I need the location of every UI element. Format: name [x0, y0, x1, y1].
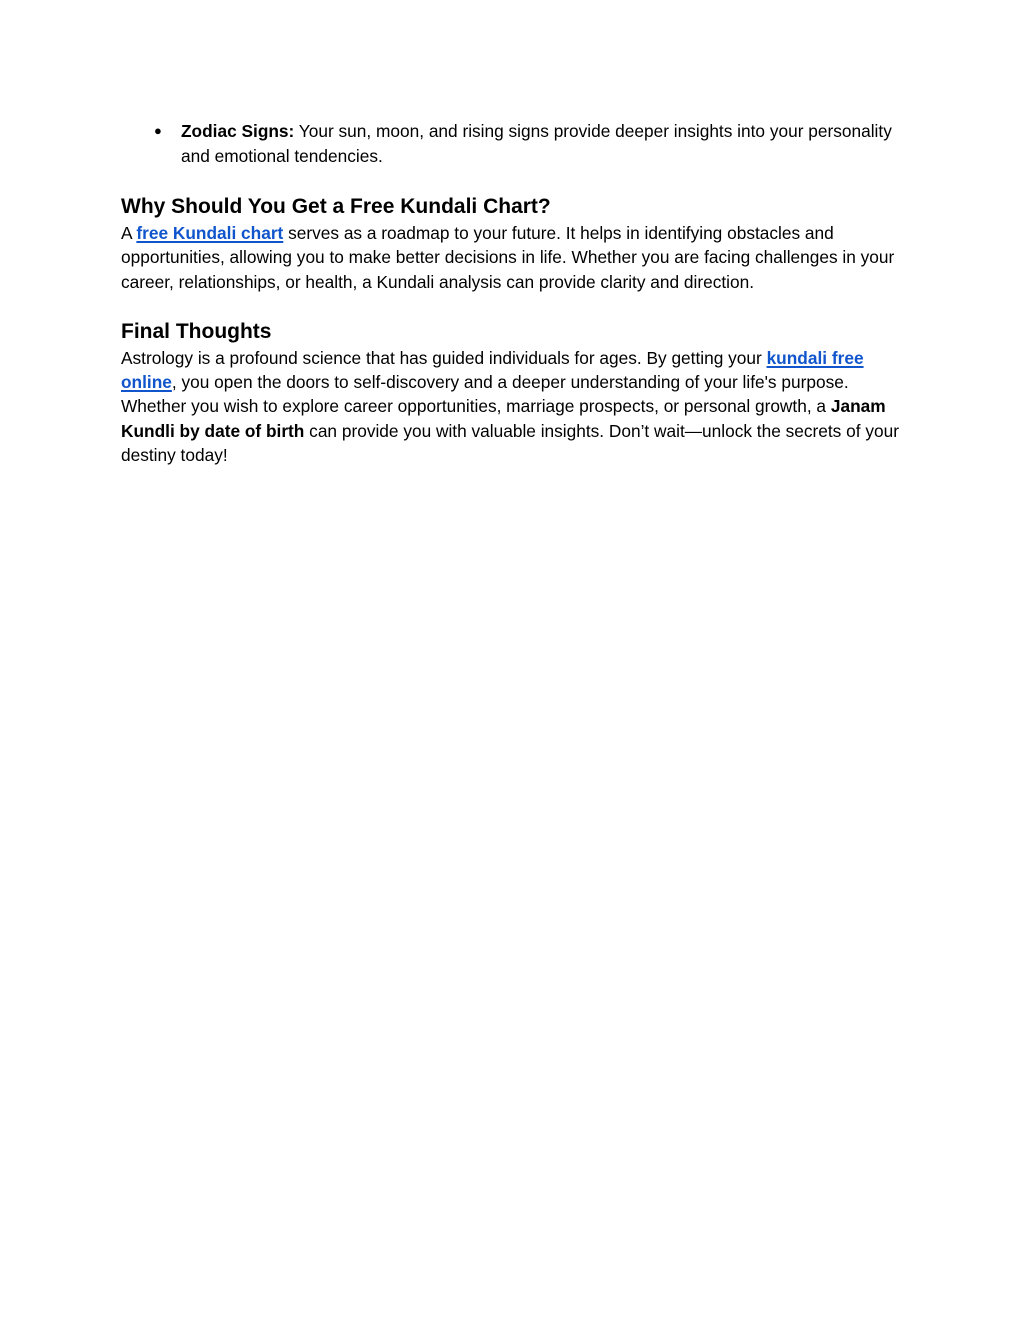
- paragraph-final-thoughts: [121, 346, 911, 467]
- document-content: [121, 119, 911, 467]
- final-paragraph-middle: , you open the doors to self-discovery and a deeper understanding of your life's purpose. Whether you wish to explore career opportunities, marriage prospects, or personal growth, a: [121, 372, 849, 417]
- heading-final-thoughts: Final Thoughts: [121, 319, 272, 343]
- bullet-icon: ●: [154, 123, 162, 138]
- zodiac-signs-term: Zodiac Signs:: [181, 121, 295, 141]
- bullet-list: [121, 119, 911, 168]
- zodiac-signs-description: Your sun, moon, and rising signs provide deeper insights into your personality and emotional tendencies.: [181, 121, 892, 166]
- why-paragraph-rest: serves as a roadmap to your future. It helps in identifying obstacles and opportunities, allowing you to make better decisions in life. Whether you are facing challenges in your career, relationships, or health, a Kundali analysis can provide clarity and direction.: [121, 223, 895, 292]
- link-free-kundali-chart[interactable]: free Kundali chart: [136, 223, 284, 243]
- why-paragraph-prefix: A: [121, 223, 137, 243]
- heading-why-kundali: Why Should You Get a Free Kundali Chart?: [121, 195, 551, 218]
- link-kundali-free-online[interactable]: kundali free online: [121, 347, 864, 393]
- final-paragraph-end: can provide you with valuable insights. Don’t wait—unlock the secrets of your destiny today!: [121, 420, 899, 466]
- janam-kundli-bold-text: Janam Kundli by date of birth: [121, 396, 886, 441]
- final-paragraph-start: Astrology is a profound science that has guided individuals for ages. By getting your: [121, 347, 767, 368]
- list-item-zodiac-signs: [121, 119, 911, 168]
- paragraph-why-kundali: [121, 221, 911, 294]
